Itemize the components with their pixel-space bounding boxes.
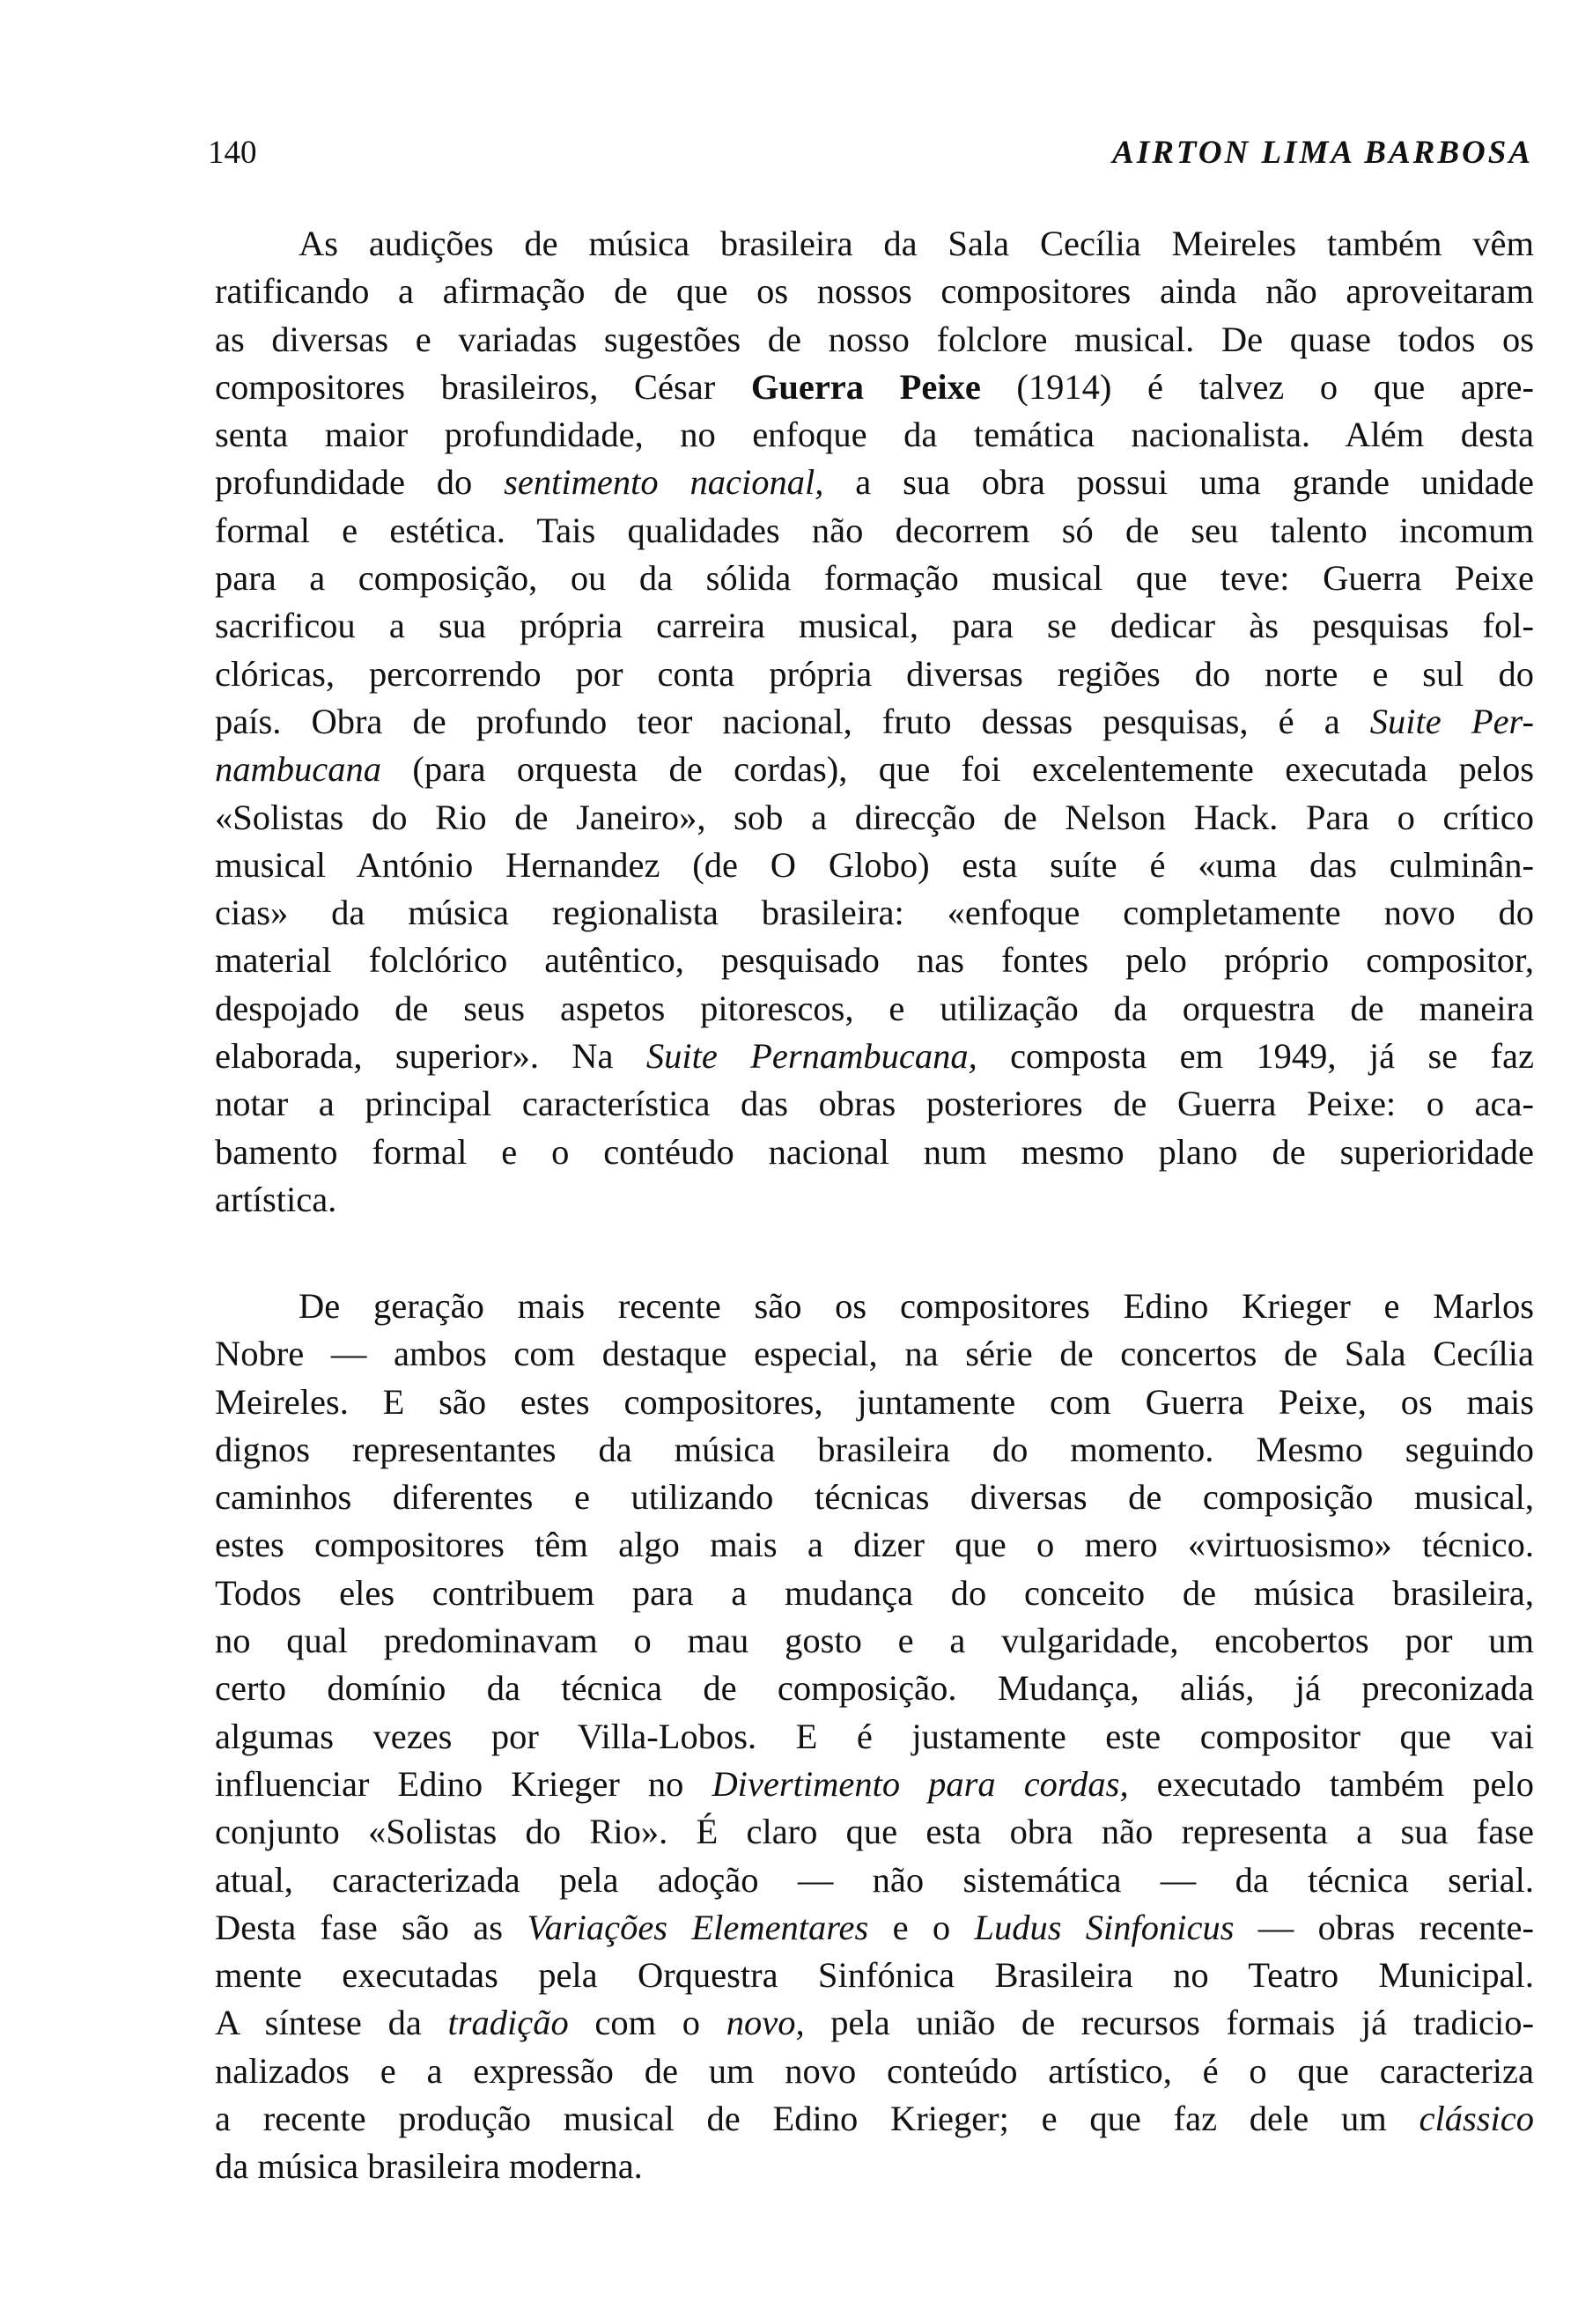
- text-run: algumas vezes por Villa-Lobos. E é justamente este compositor que vai: [215, 1716, 1534, 1756]
- text-run: Nobre — ambos com destaque especial, na série de concertos de Sala Cecília: [215, 1334, 1534, 1374]
- running-title: AIRTON LIMA BARBOSA: [1112, 135, 1533, 171]
- text-run: as diversas e variadas sugestões de nosso folclore musical. De quase todos os: [215, 319, 1534, 359]
- text-line: [215, 794, 1534, 842]
- text-line: [215, 1330, 1534, 1378]
- text-run: estes compositores têm algo mais a dizer que o mero «virtuosismo» técnico.: [215, 1525, 1534, 1565]
- italic-text: Divertimento para cordas,: [712, 1763, 1129, 1804]
- text-line: [215, 985, 1534, 1033]
- text-run: A síntese da: [215, 2003, 448, 2043]
- text-run: mente executadas pela Orquestra Sinfónica Brasileira no Teatro Municipal.: [215, 1955, 1534, 1996]
- text-line: [215, 698, 1534, 746]
- text-run: no qual predominavam o mau gosto e a vulgaridade, encobertos por um: [215, 1621, 1534, 1661]
- italic-text: sentimento nacional,: [504, 462, 824, 503]
- text-line: [215, 1426, 1534, 1474]
- text-line: [215, 1665, 1534, 1712]
- text-line: [215, 746, 1534, 793]
- text-line: [215, 507, 1534, 555]
- text-line: [215, 602, 1534, 650]
- italic-text: Ludus Sinfonicus: [974, 1907, 1235, 1947]
- text-run: atual, caracterizada pela adoção — não sistemática — da técnica serial.: [215, 1859, 1534, 1900]
- text-line: [215, 1521, 1534, 1569]
- text-line: [215, 555, 1534, 602]
- text-line: [215, 937, 1534, 984]
- italic-text: nambucana: [215, 749, 381, 790]
- text-line: [215, 1379, 1534, 1426]
- paragraph-guerra-peixe: [215, 220, 1534, 1224]
- text-line: [215, 1033, 1534, 1080]
- text-run: artística.: [215, 1179, 337, 1219]
- running-header: [208, 134, 1533, 187]
- text-line: [215, 2048, 1534, 2095]
- text-run: formal e estética. Tais qualidades não decorrem só de seu talento incomum: [215, 510, 1534, 550]
- italic-text: clássico: [1419, 2099, 1534, 2139]
- text-run: senta maior profundidade, no enfoque da temática nacionalista. Além desta: [215, 415, 1534, 455]
- text-run: para a composição, ou da sólida formação musical que teve: Guerra Peixe: [215, 558, 1534, 599]
- text-line: [215, 1080, 1534, 1128]
- text-line: [215, 1176, 1534, 1224]
- text-run: musical António Hernandez (de O Globo) esta suíte é «uma das culminân-: [215, 844, 1534, 885]
- text-line: [215, 1808, 1534, 1856]
- italic-text: Suite Per-: [1369, 701, 1534, 741]
- text-run: notar a principal característica das obras posteriores de Guerra Peixe: o aca-: [215, 1084, 1534, 1124]
- text-run: As audições de música brasileira da Sala Cecília Meireles também vêm: [299, 224, 1534, 263]
- text-run: a recente produção musical de Edino Krieger; e que faz dele um: [215, 2099, 1419, 2139]
- text-run: clóricas, percorrendo por conta própria diversas regiões do norte e sul do: [215, 653, 1534, 694]
- text-run: da música brasileira moderna.: [215, 2146, 643, 2187]
- text-line: [215, 1952, 1534, 1999]
- text-run: composta em 1949, já se faz: [977, 1036, 1534, 1077]
- text-run: cias» da música regionalista brasileira: «enfoque completamente novo do: [215, 893, 1534, 933]
- text-run: De geração mais recente são os compositores Edino Krieger e Marlos: [299, 1286, 1534, 1326]
- text-line: [215, 1570, 1534, 1617]
- text-line: [215, 889, 1534, 937]
- text-run: nalizados e a expressão de um novo conteúdo artístico, é o que caracteriza: [215, 2050, 1534, 2091]
- text-line: [215, 1474, 1534, 1521]
- text-run: conjunto «Solistas do Rio». É claro que esta obra não representa a sua fase: [215, 1812, 1534, 1852]
- text-run: Desta fase são as: [215, 1907, 527, 1947]
- text-run: despojado de seus aspetos pitorescos, e utilização da orquestra de maneira: [215, 988, 1534, 1028]
- text-run: a sua obra possui uma grande unidade: [823, 462, 1535, 503]
- paragraph-edino-krieger: [215, 1283, 1534, 2191]
- text-run: (para orquesta de cordas), que foi excelentemente executada pelos: [380, 749, 1534, 790]
- text-line: [215, 1999, 1534, 2047]
- text-line: [215, 459, 1534, 506]
- text-line: [215, 1617, 1534, 1665]
- italic-text: tradição: [447, 2003, 569, 2043]
- text-line: [215, 316, 1534, 364]
- text-run: executado também pelo: [1128, 1763, 1535, 1804]
- text-line: [215, 842, 1534, 889]
- text-run: — obras recente-: [1234, 1907, 1534, 1947]
- text-run: país. Obra de profundo teor nacional, fruto dessas pesquisas, é a: [215, 701, 1370, 741]
- text-line: [215, 411, 1534, 459]
- text-line: [215, 364, 1534, 411]
- text-run: dignos representantes da música brasileira do momento. Mesmo seguindo: [215, 1429, 1534, 1469]
- text-line: [215, 2095, 1534, 2143]
- text-run: com o: [568, 2003, 726, 2043]
- text-run: Todos eles contribuem para a mudança do conceito de música brasileira,: [215, 1572, 1534, 1613]
- text-line: [215, 1904, 1534, 1952]
- text-run: sacrificou a sua própria carreira musical, para se dedicar às pesquisas fol-: [215, 606, 1534, 646]
- italic-text: novo,: [726, 2003, 805, 2043]
- text-run: Meireles. E são estes compositores, juntamente com Guerra Peixe, os mais: [215, 1381, 1534, 1422]
- text-run: influenciar Edino Krieger no: [215, 1763, 712, 1804]
- text-line: [215, 1761, 1534, 1808]
- text-line: [215, 1283, 1534, 1330]
- page-number: 140: [208, 135, 257, 171]
- bold-text: Guerra Peixe: [750, 366, 981, 407]
- text-line: [215, 1129, 1534, 1176]
- italic-text: Suite Pernambucana,: [645, 1036, 977, 1077]
- text-run: profundidade do: [215, 462, 505, 503]
- text-line: [215, 1713, 1534, 1761]
- text-line: [215, 220, 1534, 268]
- text-run: caminhos diferentes e utilizando técnicas diversas de composição musical,: [215, 1477, 1534, 1518]
- text-run: compositores brasileiros, César: [215, 366, 751, 407]
- text-line: [215, 1857, 1534, 1904]
- text-line: [215, 2143, 1534, 2190]
- text-run: (1914) é talvez o que apre-: [980, 366, 1534, 407]
- text-run: elaborada, superior». Na: [215, 1036, 646, 1077]
- italic-text: Variações Elementares: [527, 1907, 869, 1947]
- text-run: certo domínio da técnica de composição. Mudança, aliás, já preconizada: [215, 1668, 1534, 1709]
- text-run: bamento formal e o contéudo nacional num mesmo plano de superioridade: [215, 1131, 1534, 1172]
- text-run: «Solistas do Rio de Janeiro», sob a direcção de Nelson Hack. Para o crítico: [215, 797, 1534, 837]
- text-line: [215, 268, 1534, 315]
- text-line: [215, 651, 1534, 698]
- text-run: e o: [868, 1907, 975, 1947]
- text-run: ratificando a afirmação de que os nossos compositores ainda não aproveitaram: [215, 271, 1534, 312]
- text-run: material folclórico autêntico, pesquisado nas fontes pelo próprio compositor,: [215, 940, 1534, 981]
- text-run: pela união de recursos formais já tradicio-: [804, 2003, 1535, 2043]
